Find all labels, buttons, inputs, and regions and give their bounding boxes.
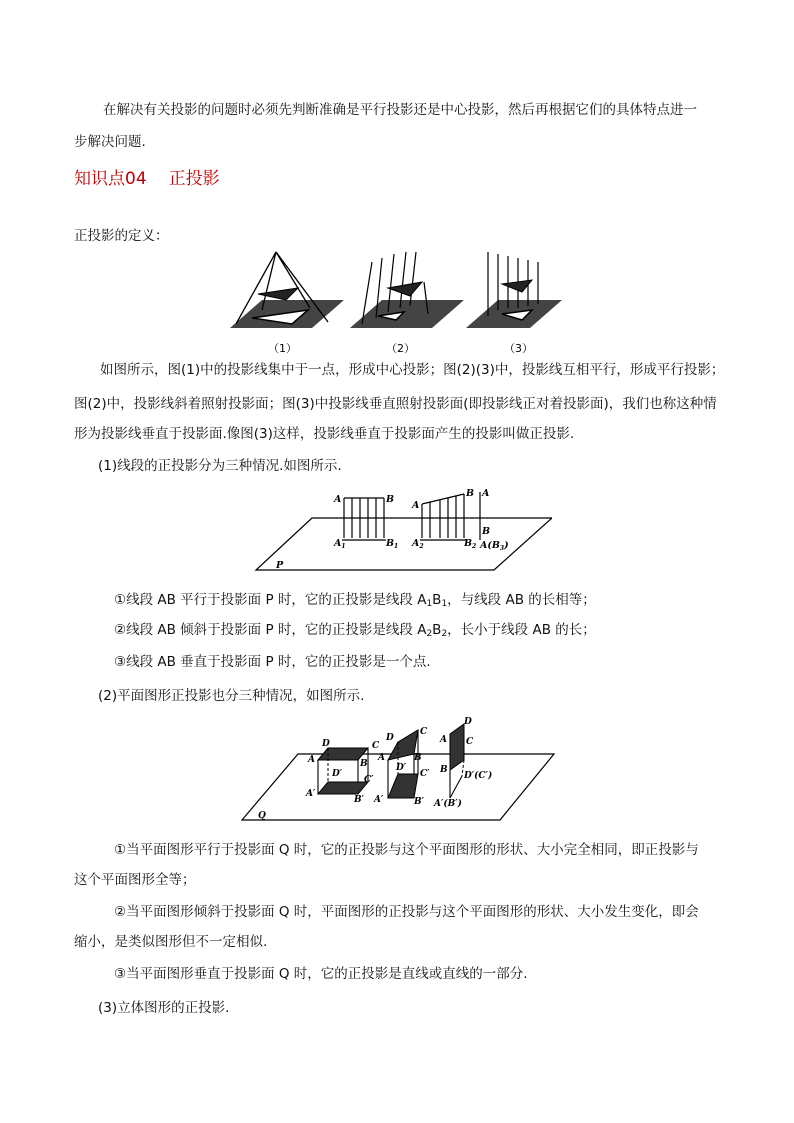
plane-case-1-line-2: 这个平面图形全等；: [74, 872, 196, 888]
explanation-line-3: 形为投影线垂直于投影面.像图(3)这样，投影线垂直于投影面产生的投影叫做正投影.: [74, 426, 575, 442]
label-c-perpendicular: C: [466, 737, 474, 747]
label-a: A: [308, 755, 315, 765]
label-d-oblique: D: [386, 733, 394, 743]
plane-case-2-line-2: 缩小，是类似图形但不一定相似.: [74, 934, 268, 950]
plane-case-3: ③当平面图形垂直于投影面 Q 时，它的正投影是直线或直线的一部分.: [114, 966, 528, 982]
figure-1-central-projection: [230, 252, 344, 328]
segment-case-3: ③线段 AB 垂直于投影面 P 时，它的正投影是一个点.: [114, 654, 431, 670]
label-plane-q: Q: [258, 811, 266, 821]
label-b2: $B_2$: [464, 538, 477, 550]
label-a-oblique: A: [412, 500, 420, 511]
label-d-prime-oblique: D′: [396, 763, 407, 773]
label-dc-prime: D′(C′): [464, 771, 493, 781]
label-d-perpendicular: D: [464, 717, 472, 727]
explanation-line-2: 图(2)中，投影线斜着照射投影面；图(3)中投影线垂直照射投影面(即投影线正对着投影面)，我们也称这种情: [74, 396, 717, 412]
label-b-perpendicular: B: [482, 526, 491, 537]
figure-2-caption: （2）: [386, 342, 415, 355]
label-a-prime: A′: [306, 789, 316, 799]
label-d: D: [322, 739, 330, 749]
label-c: C: [372, 741, 380, 751]
projection-types-figure: [226, 248, 566, 360]
segments-intro: (1)线段的正投影分为三种情况.如图所示.: [98, 458, 342, 474]
label-a-parallel: A: [334, 494, 342, 505]
plane-projection-figure: [238, 714, 556, 824]
label-a-oblique: A: [378, 753, 385, 763]
label-b-parallel: B: [386, 494, 395, 505]
planes-intro: (2)平面图形正投影也分三种情况，如图所示.: [98, 688, 365, 704]
segment-projection-figure: [252, 486, 552, 578]
label-b-perpendicular: B: [440, 765, 448, 775]
definition-label: 正投影的定义：: [74, 228, 169, 244]
explanation-line-1: 如图所示，图(1)中的投影线集中于一点，形成中心投影；图(2)(3)中，投影线互相平行，形成平行投影；: [100, 362, 725, 378]
intro-line-2: 步解决问题.: [74, 134, 146, 150]
figure-1-caption: （1）: [268, 342, 297, 355]
plane-case-2-line-1: ②当平面图形倾斜于投影面 Q 时，平面图形的正投影与这个平面图形的形状、大小发生变化，即会: [114, 904, 699, 920]
label-a1: $A_1$: [334, 538, 346, 550]
section-heading: [74, 164, 220, 194]
label-ab-prime: A′(B′): [434, 799, 462, 809]
label-b1: $B_1$: [386, 538, 399, 550]
section-number: 知识点04: [74, 169, 147, 189]
solids-intro: (3)立体图形的正投影.: [98, 1000, 230, 1016]
label-b-prime-oblique: B′: [414, 797, 424, 807]
label-c-prime-oblique: C′: [420, 769, 430, 779]
intro-line-1: 在解决有关投影的问题时必须先判断准确是平行投影还是中心投影，然后再根据它们的具体特点进一: [103, 102, 697, 118]
label-c-prime: C′: [364, 775, 374, 785]
label-a-prime-oblique: A′: [374, 795, 384, 805]
figure-3-caption: （3）: [504, 342, 533, 355]
figure-2-oblique-projection: [350, 252, 464, 328]
label-c-oblique: C: [420, 727, 428, 737]
label-d-prime: D′: [332, 769, 343, 779]
segment-case-2: ②线段 AB 倾斜于投影面 P 时，它的正投影是线段 $A_2B_2$，长小于线段 AB 的长；: [114, 622, 596, 639]
label-b-oblique: B: [466, 488, 475, 499]
figure-3-orthographic-projection: [466, 252, 562, 328]
segment-case-1: ①线段 AB 平行于投影面 P 时，它的正投影是线段 $A_1B_1$，与线段 AB 的长相等；: [114, 592, 596, 609]
label-b-oblique: B: [414, 753, 422, 763]
label-a-perpendicular: A: [440, 735, 447, 745]
label-b-prime: B′: [354, 795, 364, 805]
parallel-square-case: [318, 748, 368, 794]
label-a-perpendicular: A: [482, 488, 490, 499]
label-a3-b3: $A(B_3)$: [480, 540, 509, 552]
perpendicular-square-case: [450, 724, 464, 798]
label-b: B: [360, 759, 368, 769]
label-a2: $A_2$: [412, 538, 424, 550]
label-plane-p: P: [276, 560, 284, 571]
section-title: 正投影: [168, 169, 220, 189]
plane-case-1-line-1: ①当平面图形平行于投影面 Q 时，它的正投影与这个平面图形的形状、大小完全相同，即正投影与: [114, 842, 699, 858]
